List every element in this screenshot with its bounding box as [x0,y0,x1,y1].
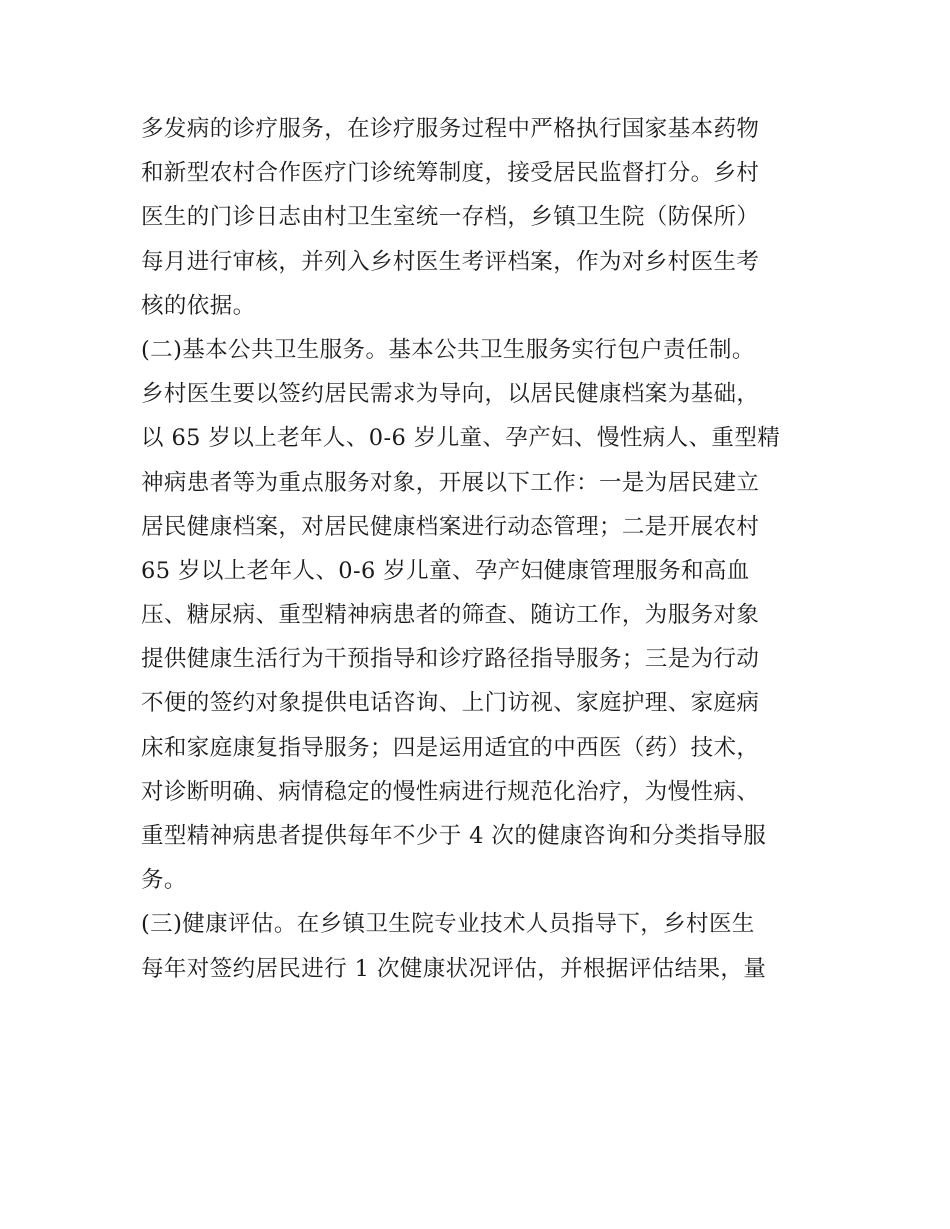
section-heading-line: (二)基本公共卫生服务。基本公共卫生服务实行包户责任制。 [141,336,755,363]
text-line: 不便的签约对象提供电话咨询、上门访视、家庭护理、家庭病 [141,690,760,717]
section-heading-line: (三)健康评估。在乡镇卫生院专业技术人员指导下，乡村医生 [141,911,755,938]
text-line: 居民健康档案，对居民健康档案进行动态管理；二是开展农村 [141,513,760,540]
text-line: 压、糖尿病、重型精神病患者的筛查、随访工作，为服务对象 [141,602,760,629]
text-line: 对诊断明确、病情稳定的慢性病进行规范化治疗，为慢性病、 [141,778,760,805]
text-line: 多发病的诊疗服务，在诊疗服务过程中严格执行国家基本药物 [141,116,760,142]
text-line: 65 岁以上老年人、0-6 岁儿童、孕产妇健康管理服务和高血 [141,557,750,584]
text-line: 核的依据。 [141,292,256,319]
text-line: 医生的门诊日志由村卫生室统一存档，乡镇卫生院（防保所） [141,204,760,231]
text-line: 重型精神病患者提供每年不少于 4 次的健康咨询和分类指导服 [141,823,767,849]
text-line: 神病患者等为重点服务对象，开展以下工作：一是为居民建立 [141,469,760,496]
text-line: 每年对签约居民进行 1 次健康状况评估，并根据评估结果，量 [141,955,767,982]
text-line: 以 65 岁以上老年人、0-6 岁儿童、孕产妇、慢性病人、重型精 [141,425,781,452]
text-line: 乡村医生要以签约居民需求为导向，以居民健康档案为基础， [141,381,760,408]
text-line: 和新型农村合作医疗门诊统筹制度，接受居民监督打分。乡村 [141,160,760,187]
body-text [141,107,821,991]
text-line: 每月进行审核，并列入乡村医生考评档案，作为对乡村医生考 [141,248,760,275]
text-line: 床和家庭康复指导服务；四是运用适宜的中西医（药）技术， [141,734,760,761]
text-line: 提供健康生活行为干预指导和诊疗路径指导服务；三是为行动 [141,646,760,673]
text-line: 务。 [141,867,187,894]
